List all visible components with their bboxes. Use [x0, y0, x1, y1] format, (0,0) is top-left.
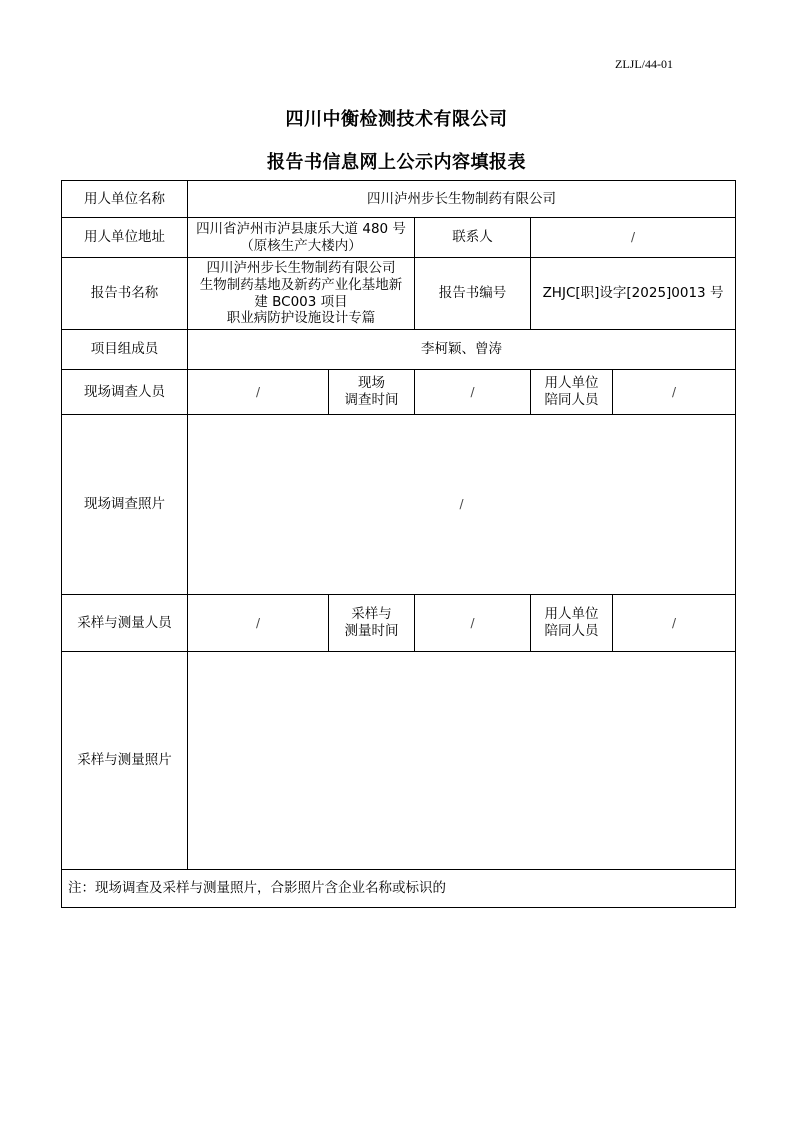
row-note — [62, 870, 736, 908]
report-name-line: 四川泸州步长生物制药有限公司 — [206, 259, 396, 276]
sampling-accompany-label-line2: 陪同人员 — [544, 623, 599, 639]
site-accompany-label — [531, 370, 613, 415]
report-number-label: 报告书编号 — [415, 258, 531, 330]
row-sampling-photo — [62, 652, 736, 870]
sampling-staff-value: / — [188, 595, 329, 652]
site-accompany-value: / — [613, 370, 736, 415]
row-employer-name — [62, 181, 736, 218]
site-staff-value: / — [188, 370, 329, 415]
site-photo-label: 现场调查照片 — [62, 415, 188, 595]
report-name-line: 建 BC003 项目 — [254, 293, 348, 310]
site-accompany-label-line1: 用人单位 — [544, 375, 599, 392]
row-employer-address — [62, 218, 736, 258]
sampling-photo-area — [188, 652, 736, 870]
report-name-label: 报告书名称 — [62, 258, 188, 330]
site-staff-label: 现场调查人员 — [62, 370, 188, 415]
site-photo-value: / — [188, 415, 736, 595]
contact-label: 联系人 — [415, 218, 531, 258]
sampling-time-label-line2: 测量时间 — [344, 623, 399, 639]
sampling-accompany-value: / — [613, 595, 736, 652]
report-number-value: ZHJC[职]设字[2025]0013 号 — [531, 258, 736, 330]
row-sampling — [62, 595, 736, 652]
info-form-table — [61, 180, 736, 908]
row-team — [62, 330, 736, 370]
sampling-staff-label: 采样与测量人员 — [62, 595, 188, 652]
employer-name-label: 用人单位名称 — [62, 181, 188, 218]
employer-address-line2: （原核生产大楼内） — [240, 237, 362, 254]
site-time-label — [329, 370, 415, 415]
employer-name-value: 四川泸州步长生物制药有限公司 — [188, 181, 736, 218]
report-name-value — [188, 258, 415, 330]
employer-address-value — [188, 218, 415, 258]
report-name-line: 生物制药基地及新药产业化基地新 — [199, 276, 403, 293]
row-site-survey — [62, 370, 736, 415]
footnote: 注：现场调查及采样与测量照片，合影照片含企业名称或标识的 — [62, 870, 736, 908]
row-site-photo — [62, 415, 736, 595]
employer-address-line1: 四川省泸州市泸县康乐大道 480 号 — [196, 220, 406, 237]
sampling-time-label-line1: 采样与 — [351, 606, 392, 623]
team-label: 项目组成员 — [62, 330, 188, 370]
site-time-label-line2: 调查时间 — [344, 392, 399, 408]
row-report-name — [62, 258, 736, 330]
site-time-label-line1: 现场 — [358, 375, 385, 392]
employer-address-label: 用人单位地址 — [62, 218, 188, 258]
company-title: 四川中衡检测技术有限公司 — [285, 109, 508, 130]
site-accompany-label-line2: 陪同人员 — [544, 392, 599, 408]
sampling-accompany-label-line1: 用人单位 — [544, 606, 599, 623]
contact-value: / — [531, 218, 736, 258]
sampling-photo-label: 采样与测量照片 — [62, 652, 188, 870]
sampling-accompany-label — [531, 595, 613, 652]
document-code: ZLJL/44-01 — [615, 57, 673, 71]
sampling-time-value: / — [415, 595, 531, 652]
report-name-line: 职业病防护设施设计专篇 — [226, 310, 376, 327]
site-time-value: / — [415, 370, 531, 415]
sampling-time-label — [329, 595, 415, 652]
form-title: 报告书信息网上公示内容填报表 — [267, 152, 526, 173]
team-value: 李柯颖、曾涛 — [188, 330, 736, 370]
